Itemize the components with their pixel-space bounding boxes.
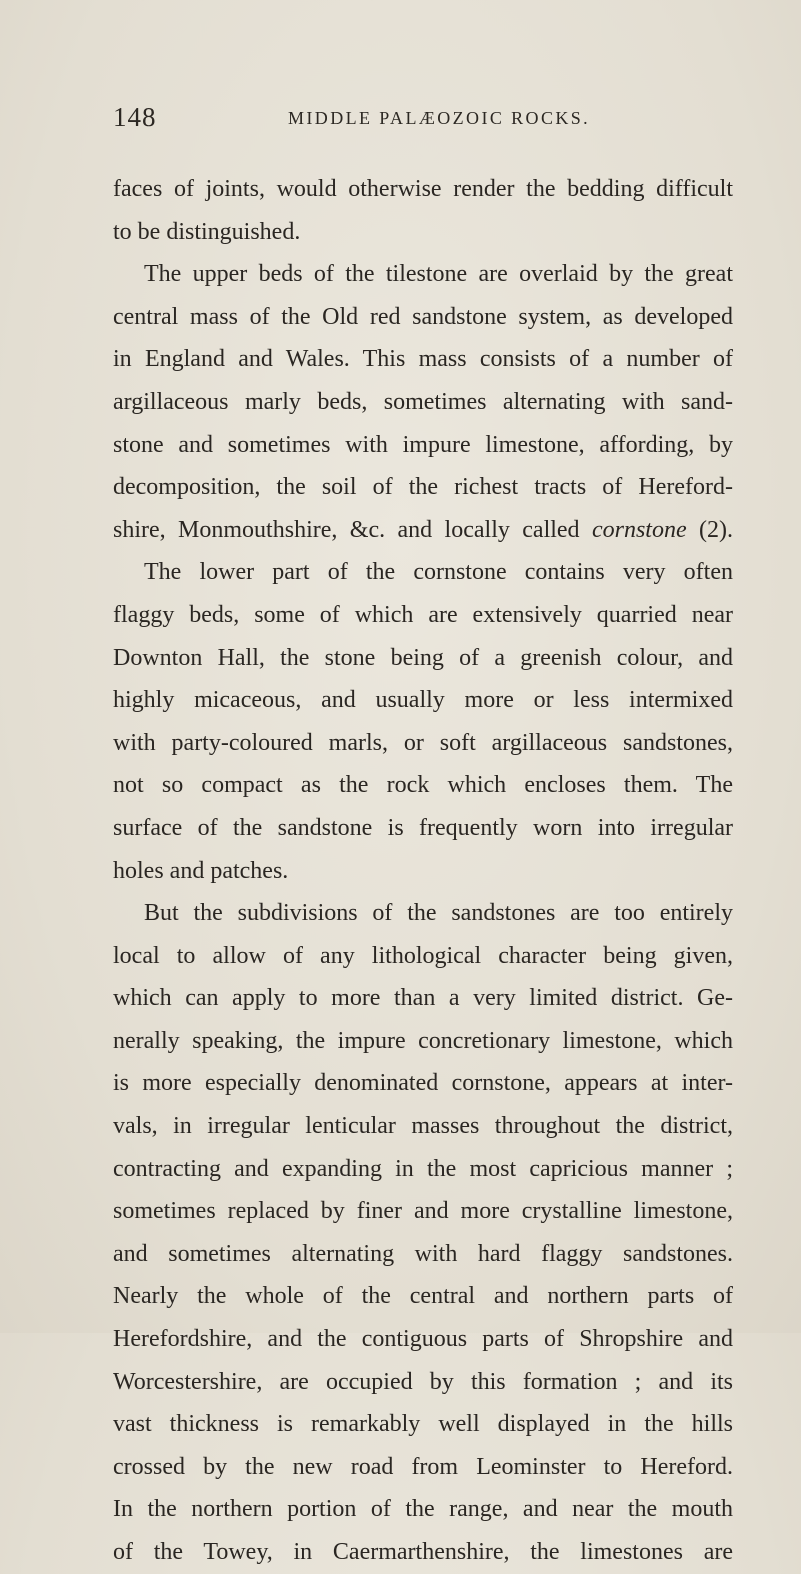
text-segment: shire, Monmouthshire, &c. and locally called — [113, 516, 580, 543]
running-title: MIDDLE PALÆOZOIC ROCKS. — [288, 108, 591, 128]
text-line: local to allow of any lithological character being given, — [113, 942, 733, 969]
text-line: Nearly the whole of the central and northern parts of — [113, 1283, 733, 1310]
text-line: not so compact as the rock which encloses them. The — [113, 772, 733, 799]
text-line-with-emphasis — [113, 509, 733, 552]
text-line: flaggy beds, some of which are extensively quarried near — [113, 601, 733, 628]
text-line: vals, in irregular lenticular masses throughout the district, — [113, 1113, 733, 1140]
body-text — [113, 168, 733, 1574]
text-line: In the northern portion of the range, and near the mouth — [113, 1496, 733, 1523]
text-line: in England and Wales. This mass consists of a number of — [113, 346, 733, 373]
text-line: Worcestershire, are occupied by this formation ; and its — [113, 1368, 733, 1395]
paragraph-start-line: But the subdivisions of the sandstones are too entirely — [144, 900, 733, 927]
text-line: Downton Hall, the stone being of a greenish colour, and — [113, 644, 733, 671]
text-line: decomposition, the soil of the richest tracts of Hereford- — [113, 474, 733, 501]
text-line: to be distinguished. — [113, 218, 301, 245]
text-line: surface of the sandstone is frequently worn into irregular — [113, 814, 733, 841]
text-line: central mass of the Old red sandstone system, as developed — [113, 303, 733, 330]
text-line: which can apply to more than a very limited district. Ge- — [113, 985, 733, 1012]
text-line: vast thickness is remarkably well displayed in the hills — [113, 1411, 733, 1438]
page-number: 148 — [113, 102, 157, 132]
text-line: of the Towey, in Caermarthenshire, the limestones are — [113, 1539, 733, 1565]
text-line: highly micaceous, and usually more or less intermixed — [113, 687, 733, 714]
text-line: nerally speaking, the impure concretionary limestone, which — [113, 1027, 733, 1054]
italic-term: cornstone — [591, 516, 687, 543]
text-line: crossed by the new road from Leominster to Hereford. — [113, 1453, 733, 1480]
text-line: argillaceous marly beds, sometimes alternating with sand- — [113, 388, 733, 415]
paragraph-start-line: The lower part of the cornstone contains very often — [144, 559, 733, 586]
text-line: and sometimes alternating with hard flaggy sandstones. — [113, 1240, 733, 1267]
text-line: contracting and expanding in the most capricious manner ; — [113, 1155, 733, 1182]
text-line: faces of joints, would otherwise render the bedding difficult — [113, 176, 733, 202]
paragraph-start-line: The upper beds of the tilestone are overlaid by the great — [144, 261, 733, 288]
text-line: stone and sometimes with impure limestone, affording, by — [113, 431, 733, 458]
text-line: holes and patches. — [113, 857, 289, 884]
text-line: with party-coloured marls, or soft argillaceous sandstones, — [113, 729, 733, 756]
footnote-reference: (2). — [699, 516, 734, 543]
text-line: sometimes replaced by finer and more crystalline limestone, — [113, 1198, 733, 1225]
text-line: is more especially denominated cornstone, appears at inter- — [113, 1070, 733, 1097]
text-line: Herefordshire, and the contiguous parts of Shropshire and — [113, 1326, 733, 1353]
running-head — [113, 102, 733, 136]
